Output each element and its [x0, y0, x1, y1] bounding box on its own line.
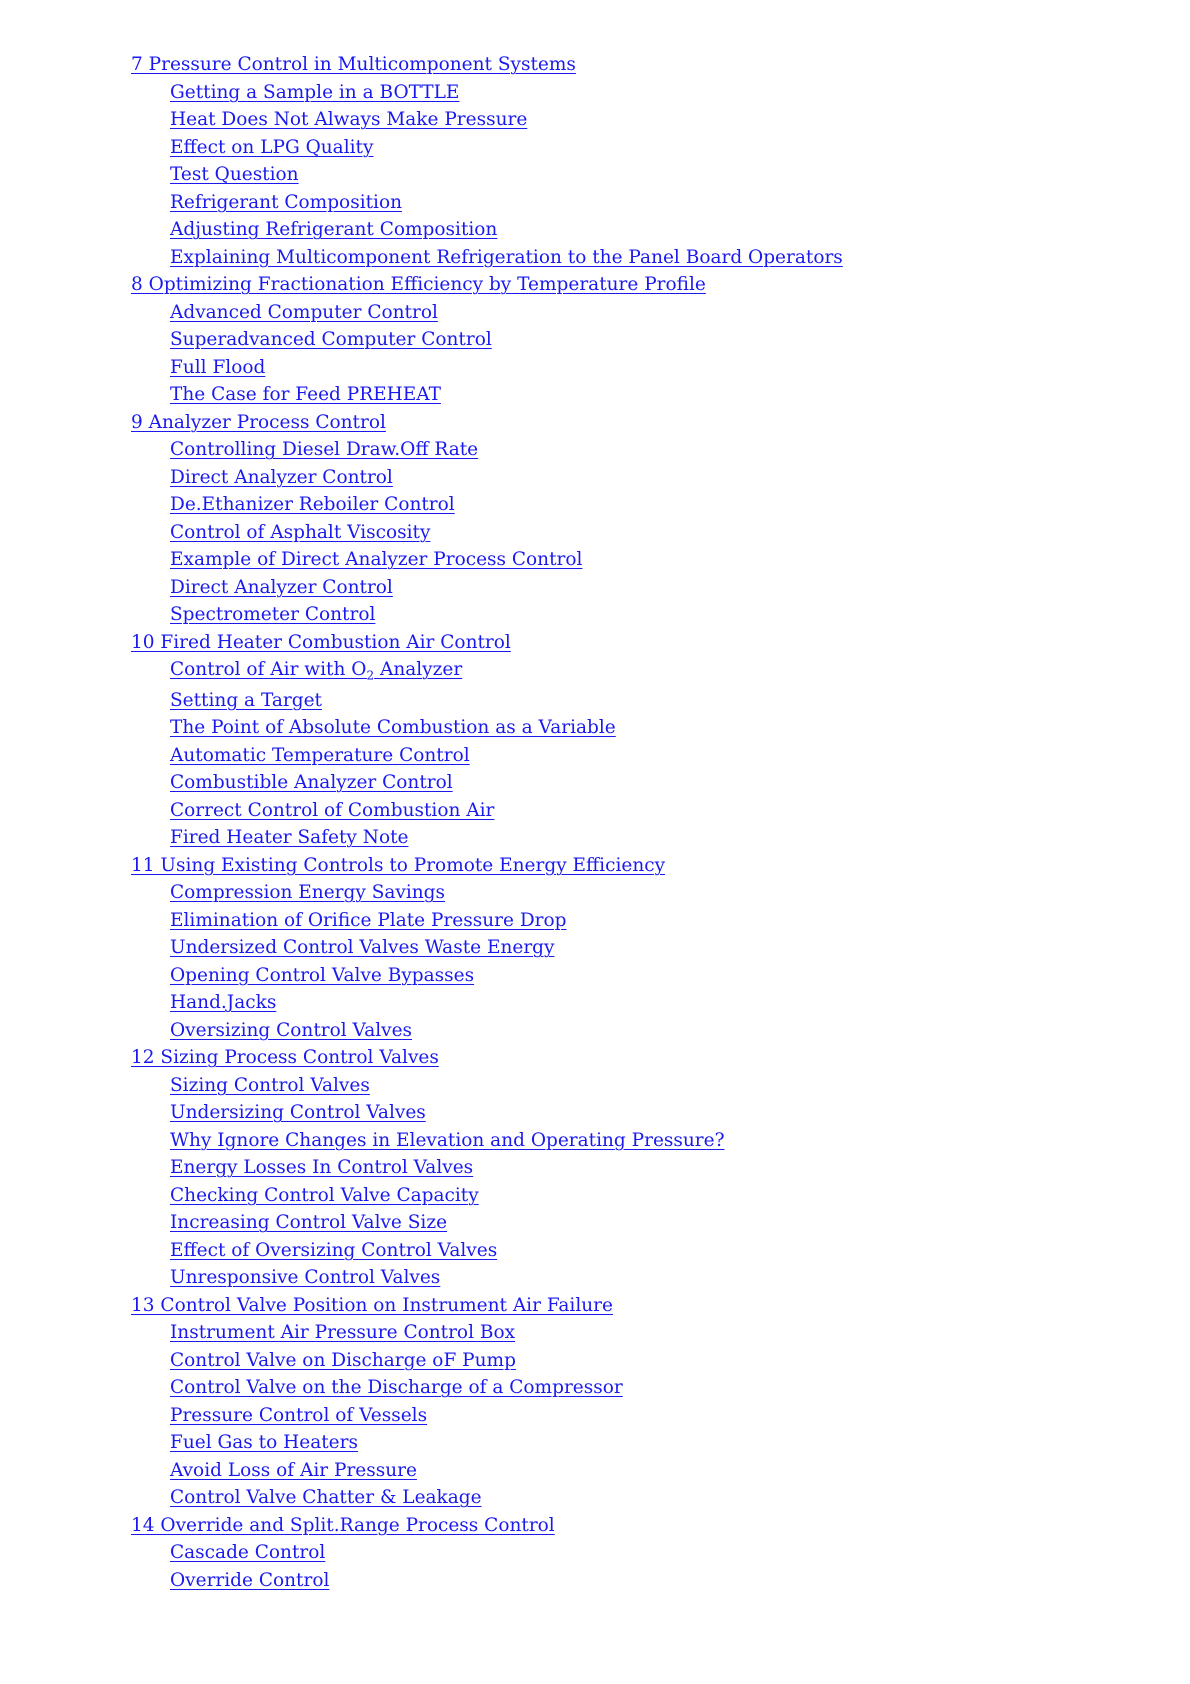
toc-section-link[interactable]: [170, 1377, 623, 1399]
toc-section-link[interactable]: [170, 690, 322, 712]
toc-entry-subscript: 2: [366, 668, 375, 683]
toc-section-link[interactable]: [170, 384, 441, 406]
toc-section-link[interactable]: [170, 1185, 479, 1207]
toc-section-link[interactable]: [170, 1350, 516, 1372]
toc-section-link[interactable]: [170, 439, 478, 461]
toc-entry-text: Advanced Computer Control: [170, 301, 438, 323]
toc-section-link[interactable]: [170, 82, 459, 104]
toc-entry-text: Direct Analyzer Control: [170, 576, 393, 598]
toc-entry-text: Checking Control Valve Capacity: [170, 1184, 479, 1206]
toc-entry-text: De.Ethanizer Reboiler Control: [170, 494, 455, 515]
toc-entry-text: Sizing Control Valves: [170, 1074, 370, 1096]
toc-section-link[interactable]: [170, 910, 566, 932]
toc-section-link[interactable]: [170, 549, 582, 571]
toc-section-link[interactable]: [170, 1322, 515, 1344]
toc-entry-text: Effect on LPG Quality: [170, 136, 374, 158]
toc-section-link[interactable]: [170, 219, 497, 241]
toc-section-link[interactable]: [170, 247, 843, 269]
toc-section-link[interactable]: [170, 577, 393, 599]
toc-entry-text: Control Valve Chatter & Leakage: [170, 1487, 482, 1508]
toc-section-link[interactable]: [170, 1020, 412, 1042]
toc-section-link[interactable]: [170, 717, 616, 739]
toc-entry-text: Direct Analyzer Control: [170, 466, 393, 488]
toc-entry-text: Increasing Control Valve Size: [170, 1212, 448, 1233]
toc-chapter-link[interactable]: [131, 54, 576, 76]
toc-section-link[interactable]: [170, 1212, 447, 1234]
toc-entry-text: Correct Control of Combustion Air: [170, 799, 495, 821]
toc-section-link[interactable]: [170, 1542, 325, 1564]
toc-chapter-link[interactable]: [131, 632, 511, 654]
toc-entry-text-suffix: Analyzer: [374, 659, 463, 680]
toc-entry-text: Control Valve on the Discharge of a Compressor: [170, 1377, 623, 1398]
toc-section-link[interactable]: [170, 494, 455, 516]
toc-entry-text: 8 Optimizing Fractionation Efficiency by Temperature Profile: [131, 274, 706, 295]
toc-section-link[interactable]: [170, 192, 402, 214]
toc-section-link[interactable]: [170, 1432, 358, 1454]
toc-section-link[interactable]: [170, 772, 453, 794]
toc-section-link[interactable]: [170, 604, 375, 626]
toc-entry-text: Example of Direct Analyzer Process Control: [170, 549, 583, 570]
toc-entry-text: 14 Override and Split.Range Process Control: [131, 1514, 555, 1536]
toc-entry-text: Fired Heater Safety Note: [170, 827, 409, 848]
toc-section-link[interactable]: [170, 1130, 725, 1152]
toc-entry-text: Control Valve on Discharge oF Pump: [170, 1349, 516, 1371]
toc-entry-text: Avoid Loss of Air Pressure: [170, 1459, 417, 1481]
toc-entry-text: Oversizing Control Valves: [170, 1019, 413, 1041]
toc-entry-text: Explaining Multicomponent Refrigeration to the Panel Board Operators: [170, 246, 843, 268]
toc-section-link[interactable]: [170, 965, 474, 987]
toc-entry-text: 7 Pressure Control in Multicomponent Systems: [131, 54, 576, 75]
toc-entry-text: Compression Energy Savings: [170, 882, 446, 903]
toc-section-link[interactable]: [170, 1570, 329, 1592]
toc-section-link[interactable]: [170, 1157, 473, 1179]
toc-section-link[interactable]: [170, 522, 430, 544]
toc-entry-text: Test Question: [170, 164, 299, 185]
toc-entry-text: Cascade Control: [170, 1542, 326, 1563]
toc-entry-text: Override Control: [170, 1569, 330, 1591]
toc-entry-text: Undersized Control Valves Waste Energy: [170, 937, 555, 958]
toc-section-link[interactable]: [170, 1460, 417, 1482]
toc-entry-text: Combustible Analyzer Control: [170, 772, 453, 793]
toc-entry-text: Setting a Target: [170, 689, 322, 711]
toc-chapter-link[interactable]: [131, 274, 706, 296]
toc-entry-text: The Case for Feed PREHEAT: [170, 384, 441, 405]
toc-section-link[interactable]: [170, 109, 527, 131]
toc-section-link[interactable]: [170, 1240, 497, 1262]
toc-section-link[interactable]: [170, 137, 373, 159]
toc-section-link[interactable]: [170, 1102, 426, 1124]
toc-entry-text: Pressure Control of Vessels: [170, 1404, 428, 1426]
toc-chapter-link[interactable]: [131, 855, 665, 877]
toc-section-link[interactable]: [170, 467, 393, 489]
toc-entry-text: Why Ignore Changes in Elevation and Operating Pressure?: [170, 1129, 725, 1151]
toc-section-link[interactable]: [170, 1267, 440, 1289]
toc-entry-text: Full Flood: [170, 356, 266, 378]
toc-section-link[interactable]: [170, 164, 299, 186]
toc-section-link[interactable]: [170, 745, 470, 767]
toc-entry-text: Controlling Diesel Draw.Off Rate: [170, 439, 479, 460]
toc-entry-text: Energy Losses In Control Valves: [170, 1157, 474, 1178]
toc-entry-text: Control of Air with O: [170, 659, 367, 680]
toc-entry-text: Heat Does Not Always Make Pressure: [170, 109, 528, 130]
toc-entry-text: Control of Asphalt Viscosity: [170, 521, 431, 543]
toc-section-link[interactable]: [170, 659, 462, 681]
toc-section-link[interactable]: [170, 357, 265, 379]
toc-entry-text: Undersizing Control Valves: [170, 1102, 426, 1123]
toc-entry-text: Automatic Temperature Control: [170, 744, 470, 766]
toc-entry-text: Hand.Jacks: [170, 992, 277, 1013]
toc-entry-text: Opening Control Valve Bypasses: [170, 964, 475, 986]
toc-entry-text: The Point of Absolute Combustion as a Variable: [170, 717, 616, 738]
toc-entry-text: Elimination of Orifice Plate Pressure Drop: [170, 909, 567, 931]
toc-section-link[interactable]: [170, 827, 408, 849]
toc-section-link[interactable]: [170, 1487, 482, 1509]
toc-entry-text: Adjusting Refrigerant Composition: [170, 219, 498, 240]
toc-chapter-link[interactable]: [131, 1515, 555, 1537]
toc-entry-text: Superadvanced Computer Control: [170, 329, 492, 350]
toc-section-link[interactable]: [170, 882, 445, 904]
toc-entry-text: Instrument Air Pressure Control Box: [170, 1322, 516, 1343]
toc-section-link[interactable]: [170, 800, 494, 822]
toc-entry-text: 10 Fired Heater Combustion Air Control: [131, 631, 511, 653]
toc-section-link[interactable]: [170, 1405, 427, 1427]
toc-section-link[interactable]: [170, 937, 554, 959]
toc-entry-text: 9 Analyzer Process Control: [131, 411, 386, 433]
toc-entry-text: 12 Sizing Process Control Valves: [131, 1047, 439, 1068]
toc-entry-text: 13 Control Valve Position on Instrument Air Failure: [131, 1294, 613, 1316]
toc-entry-text: Refrigerant Composition: [170, 191, 403, 213]
toc-chapter-link[interactable]: [131, 1047, 439, 1069]
toc-section-link[interactable]: [170, 302, 438, 324]
toc-entry-text: Spectrometer Control: [170, 604, 376, 625]
toc-entry-text: Getting a Sample in a BOTTLE: [170, 81, 460, 103]
toc-chapter-link[interactable]: [131, 412, 386, 434]
toc-section-link[interactable]: [170, 992, 276, 1014]
toc-section-link[interactable]: [170, 329, 492, 351]
toc-chapter-link[interactable]: [131, 1295, 613, 1317]
toc-entry-text: 11 Using Existing Controls to Promote Energy Efficiency: [131, 854, 666, 876]
toc-entry-text: Fuel Gas to Heaters: [170, 1432, 358, 1453]
toc-entry-text: Effect of Oversizing Control Valves: [170, 1239, 498, 1261]
toc-entry-text: Unresponsive Control Valves: [170, 1267, 441, 1288]
toc-section-link[interactable]: [170, 1075, 370, 1097]
